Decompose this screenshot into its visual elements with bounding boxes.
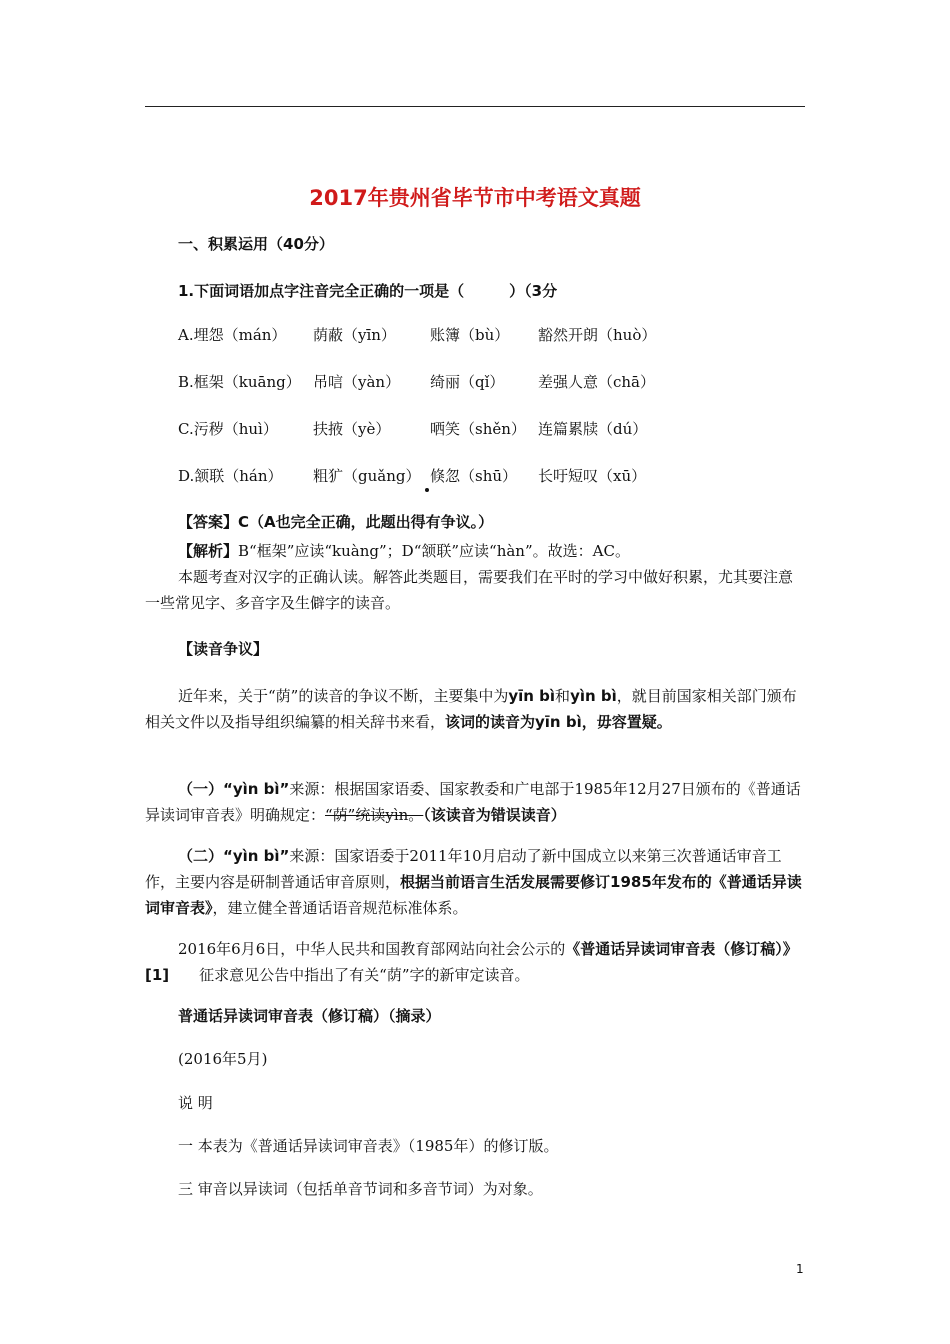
p1-text-a: 近年来，关于“荫”的读音的争议不断，主要集中为	[178, 687, 509, 705]
analysis-text: B“框架”应读“kuàng”；D“颔联”应读“hàn”。故选：AC。	[238, 542, 630, 560]
dispute-paragraph-2	[145, 776, 805, 828]
p2-struck-text: “荫”统读yìn。	[325, 806, 424, 824]
header-rule	[145, 106, 805, 107]
explain-item-3: 三 审音以异读词（包括单音节词和多音节词）为对象。	[178, 1180, 543, 1198]
section-heading: 一、积累运用（40分）	[178, 235, 334, 253]
option-c-2: 扶掖（yè）	[313, 420, 391, 438]
p3-text-b: 来源：国家语委于2011年10月启动了新中国成立以来第三次普通话审音工作，主要内容是研制普通话审音原则，	[145, 847, 782, 891]
p1-conclusion: 该词的读音为yīn bì，毋容置疑。	[445, 713, 672, 731]
table-date: (2016年5月)	[178, 1050, 268, 1068]
analysis-line	[178, 542, 630, 560]
option-a-4: 豁然开朗（huò）	[538, 326, 657, 344]
explain-heading: 说 明	[178, 1094, 213, 1112]
p1-pinyin-2: yìn bì	[570, 687, 617, 705]
option-c-3: 哂笑（shěn）	[430, 420, 526, 438]
option-b-4: 差强人意（chā）	[538, 373, 656, 391]
p3-text-d: ，建立健全普通话语音规范标准体系。	[212, 899, 468, 917]
option-d-4: 长吁短叹（xū）	[538, 467, 647, 485]
option-b-1: B.框架（kuāng）	[178, 373, 301, 391]
dispute-paragraph-1	[145, 683, 805, 735]
p1-text-e: ，就目前国家相关部门颁布相关文件以及指导组织编纂的相关辞书来看，	[145, 687, 797, 731]
p2-text: 来源：根据国家语委、国家教委和广电部于1985年12月27日颁布的《普通话异读词审音表》明确规定：	[145, 780, 801, 824]
dispute-paragraph-4	[145, 936, 805, 988]
dispute-paragraph-3	[145, 843, 805, 921]
option-a-2: 荫蔽（yīn）	[313, 326, 396, 344]
p1-text-c: 和	[555, 687, 571, 705]
emphasis-dot	[425, 488, 429, 492]
page-title: 2017年贵州省毕节市中考语文真题	[309, 186, 641, 210]
p4-text-a: 2016年6月6日，中华人民共和国教育部网站向社会公示的	[178, 940, 566, 958]
p2-note: （该读音为错误读音）	[423, 806, 566, 824]
option-c-1: C.污秽（huì）	[178, 420, 278, 438]
p4-text-c: 征求意见公告中指出了有关“荫”字的新审定读音。	[169, 966, 530, 984]
option-c-4: 连篇累牍（dú）	[538, 420, 648, 438]
question-1: 1.下面词语加点字注音完全正确的一项是（ ）（3分	[178, 282, 558, 300]
page-number: 1	[796, 1262, 804, 1276]
option-a-1: A.埋怨（mán）	[178, 326, 287, 344]
option-d-3: 倏忽（shū）	[430, 467, 518, 485]
p1-pinyin-1: yīn bì	[508, 687, 556, 705]
p2-heading: （一）“yìn bì”	[178, 780, 290, 798]
explain-item-1: 一 本表为《普通话异读词审音表》（1985年）的修订版。	[178, 1137, 559, 1155]
analysis-label: 【解析】	[178, 542, 239, 560]
option-b-3: 绮丽（qǐ）	[430, 373, 505, 391]
answer-line: 【答案】C（A也完全正确，此题出得有争议。）	[178, 513, 494, 531]
option-d-2: 粗犷（guǎng）	[313, 467, 421, 485]
p3-emphasis: 根据当前语言生活发展需要修订1985年发布的《普通话异读词审音表》	[145, 873, 802, 917]
dispute-heading: 【读音争议】	[178, 640, 269, 658]
option-a-3: 账簿（bù）	[430, 326, 510, 344]
analysis-paragraph: 本题考查对汉字的正确认读。解答此类题目，需要我们在平时的学习中做好积累，尤其要注意一些常见字、多音字及生僻字的读音。	[145, 568, 794, 612]
option-d-1: D.颔联（hán）	[178, 467, 283, 485]
p3-heading: （二）“yìn bì”	[178, 847, 290, 865]
option-b-2: 吊唁（yàn）	[313, 373, 401, 391]
table-title: 普通话异读词审音表（修订稿）（摘录）	[178, 1007, 441, 1025]
p4-doc-title: 《普通话异读词审音表（修订稿）》[1]	[145, 940, 798, 984]
